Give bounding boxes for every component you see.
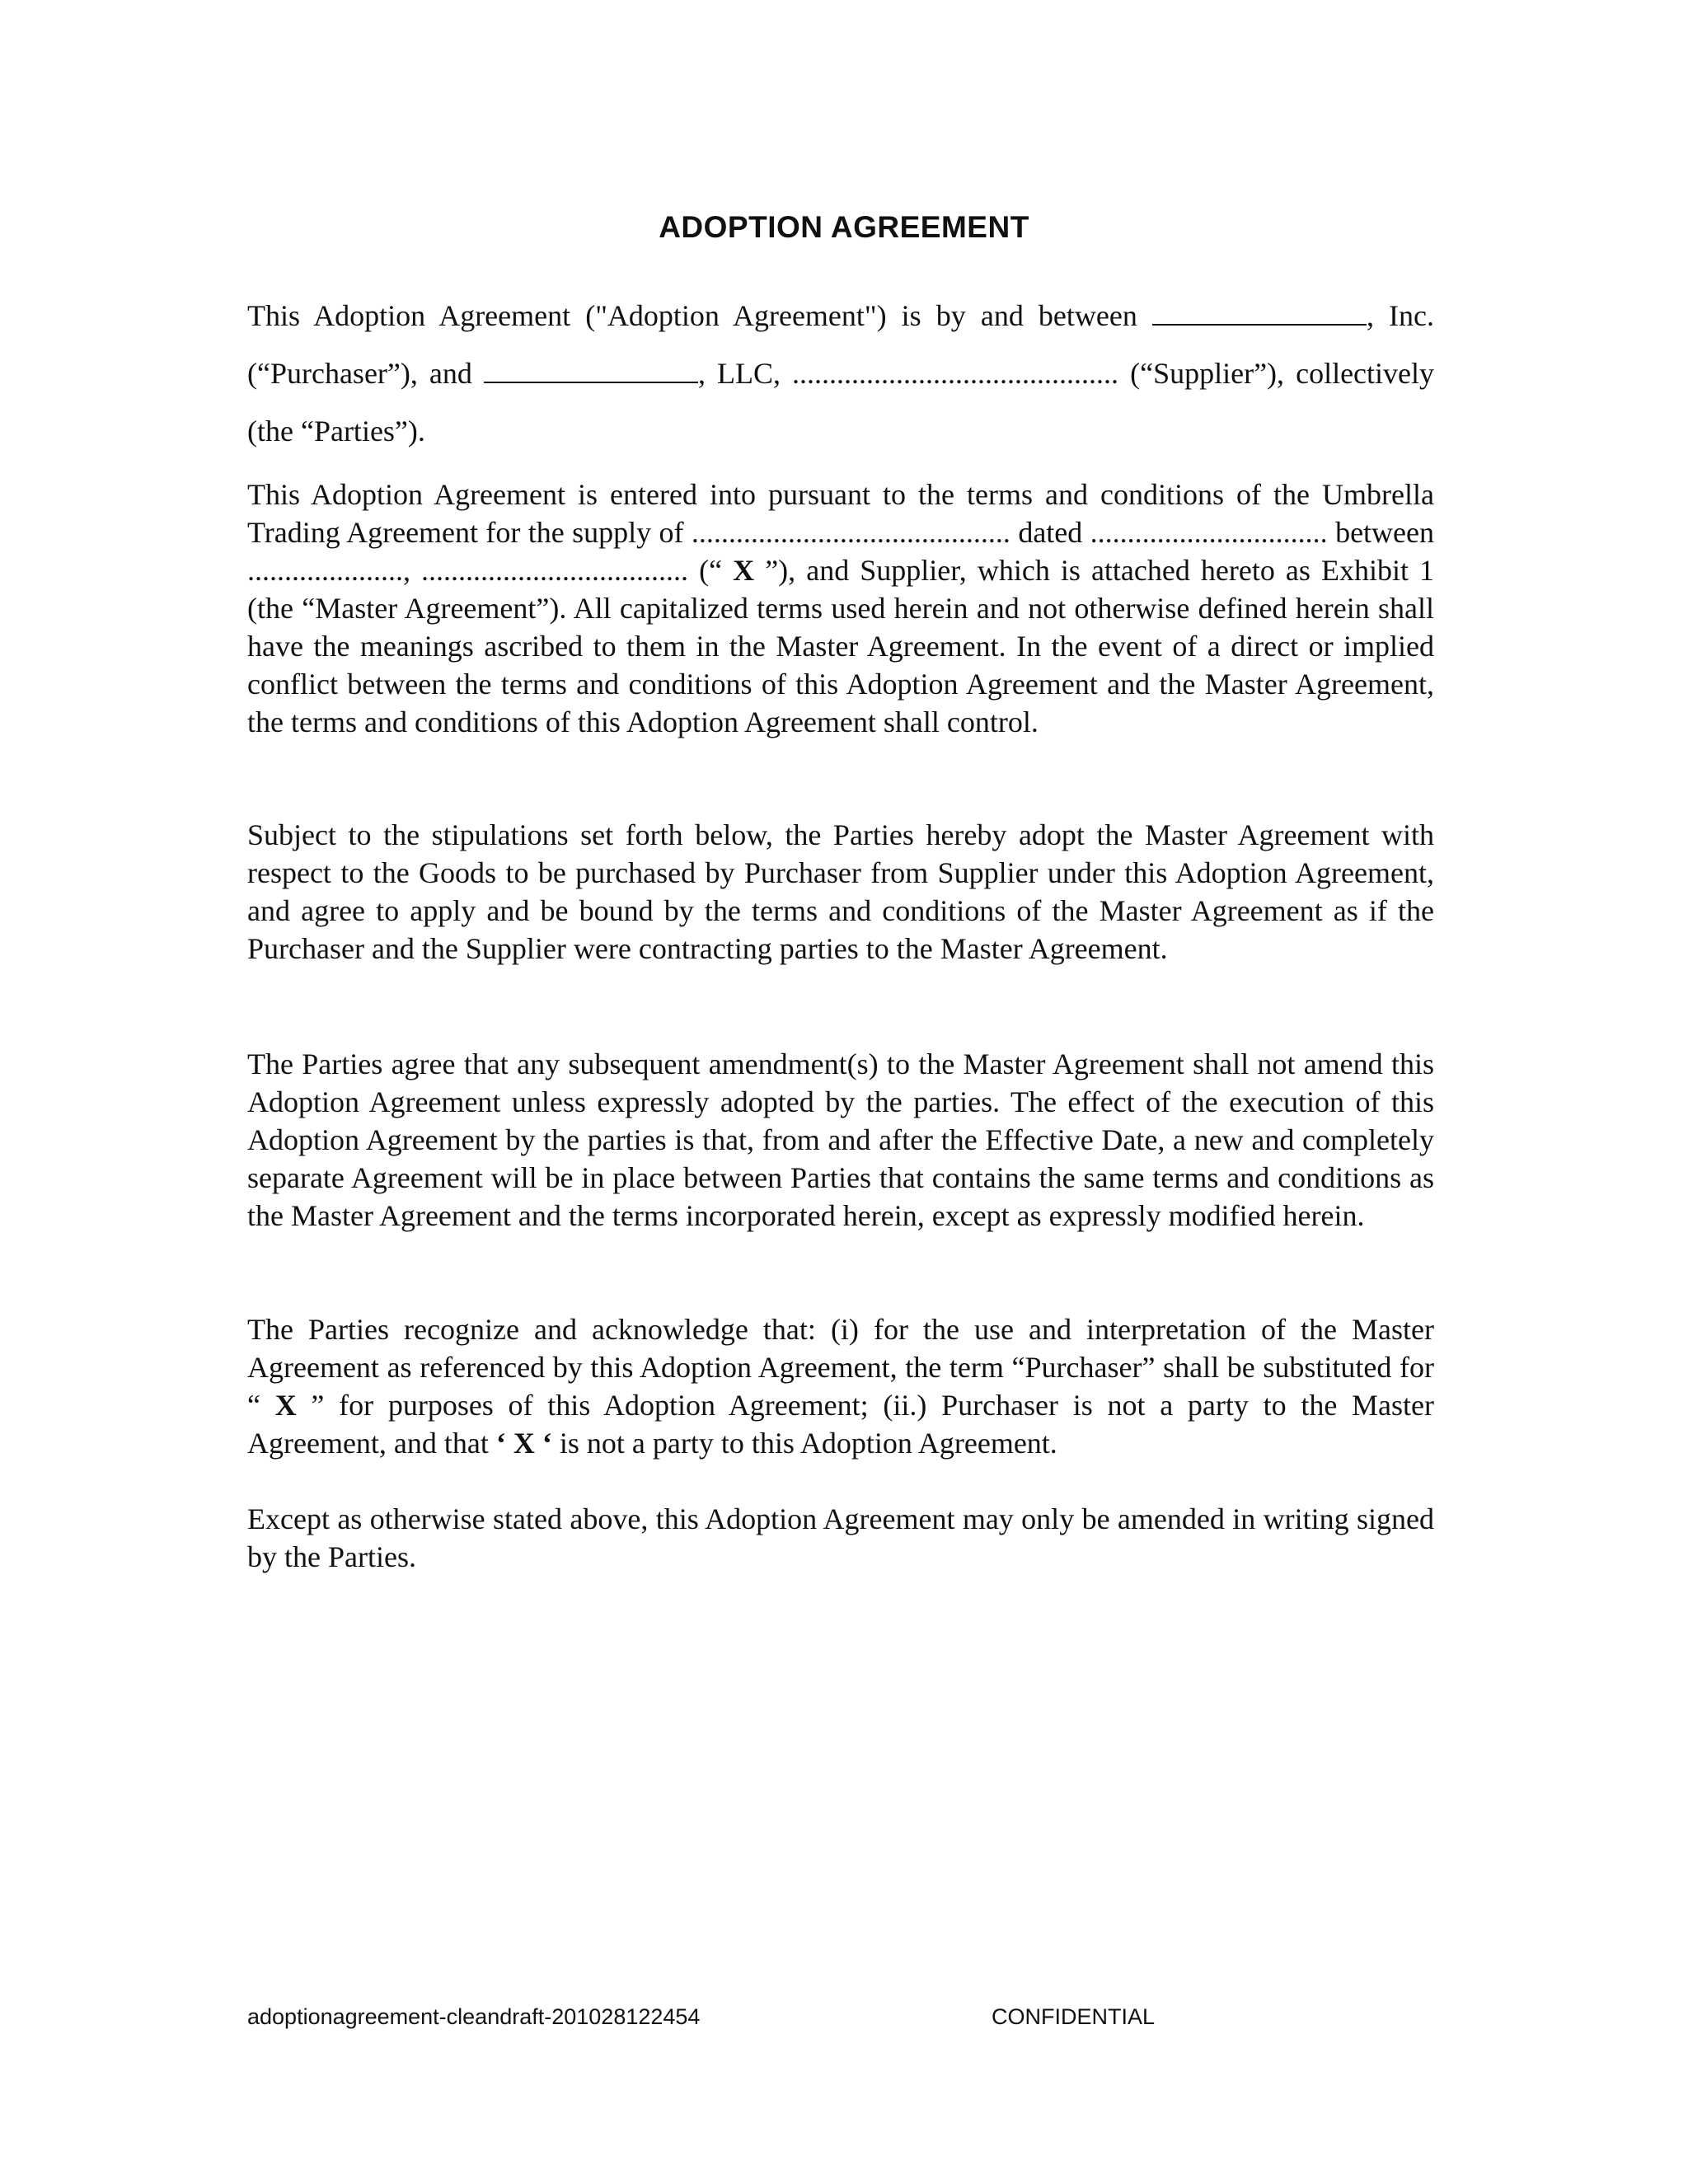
document-title: ADOPTION AGREEMENT (659, 210, 1029, 244)
paragraph-amendment-writing (247, 1500, 1434, 1576)
party-x-placeholder: ‘ X ‘ (495, 1427, 552, 1460)
paragraph-3-text: Subject to the stipulations set forth below, the Parties hereby adopt the Master Agreement with respect to the Goods to be purchased by Purchaser from Supplier under this Adoption Agreement, and agree to apply and be bound by the terms and conditions of the Master Agreement as if the Purchaser and the Supplier were contracting parties to the Master Agreement. (247, 818, 1434, 965)
paragraph-acknowledgement (247, 1310, 1434, 1462)
party-x-placeholder: X (733, 554, 755, 587)
paragraph-4-text: The Parties agree that any subsequent amendment(s) to the Master Agreement shall not amend this Adoption Agreement unless expressly adopted by the parties. The effect of the execution of this Adoption Agreement by the parties is that, from and after the Effective Date, a new and completely separate Agreement will be in place between Parties that contains the same terms and conditions as the Master Agreement and the terms incorporated herein, except as expressly modified herein. (247, 1047, 1434, 1232)
paragraph-adoption (247, 816, 1434, 968)
paragraph-6-text: Except as otherwise stated above, this Adoption Agreement may only be amended in writing signed by the Parties. (247, 1502, 1434, 1573)
intro-text-1: This Adoption Agreement ("Adoption Agreement") is by and between (247, 299, 1152, 332)
party-x-placeholder: X (274, 1389, 297, 1422)
supplier-name-blank (484, 357, 698, 383)
footer-filename: adoptionagreement-cleandraft-201028122454 (247, 2004, 701, 2029)
paragraph-5-text-1: The Parties recognize and acknowledge that: (i) for the use and interpretation of the Master Agreement as referenced by this Adoption Agreement, the term “Purchaser” shall be substituted for “ (247, 1313, 1434, 1422)
paragraph-umbrella-agreement (247, 476, 1434, 741)
paragraph-5-text-3: is not a party to this Adoption Agreement. (551, 1427, 1057, 1460)
intro-text-2: , Inc. (“Purchaser”), and (247, 299, 1434, 390)
intro-text-3: , LLC, ............................................ (“Supplier”), collectively (the “Parties”). (247, 357, 1435, 448)
paragraph-2-text-1: This Adoption Agreement is entered into pursuant to the terms and conditions of the Umbrella Trading Agreement for the supply of ........................................... dated ................................ between ....................., .................................... (“ (247, 478, 1434, 587)
footer-confidential: CONFIDENTIAL (992, 2004, 1156, 2029)
paragraph-amendments (247, 1045, 1434, 1235)
purchaser-name-blank (1152, 299, 1367, 326)
paragraph-5-text-2: ” for purposes of this Adoption Agreement; (ii.) Purchaser is not a party to the Master Agreement, and that (247, 1389, 1434, 1460)
paragraph-2-text-2: ”), and Supplier, which is attached hereto as Exhibit 1 (the “Master Agreement”). All capitalized terms used herein and not otherwise defined herein shall have the meanings ascribed to them in the Master Agreement. In the event of a direct or implied conflict between the terms and conditions of this Adoption Agreement and the Master Agreement, the terms and conditions of this Adoption Agreement shall control. (247, 554, 1435, 738)
intro-paragraph (247, 287, 1434, 460)
